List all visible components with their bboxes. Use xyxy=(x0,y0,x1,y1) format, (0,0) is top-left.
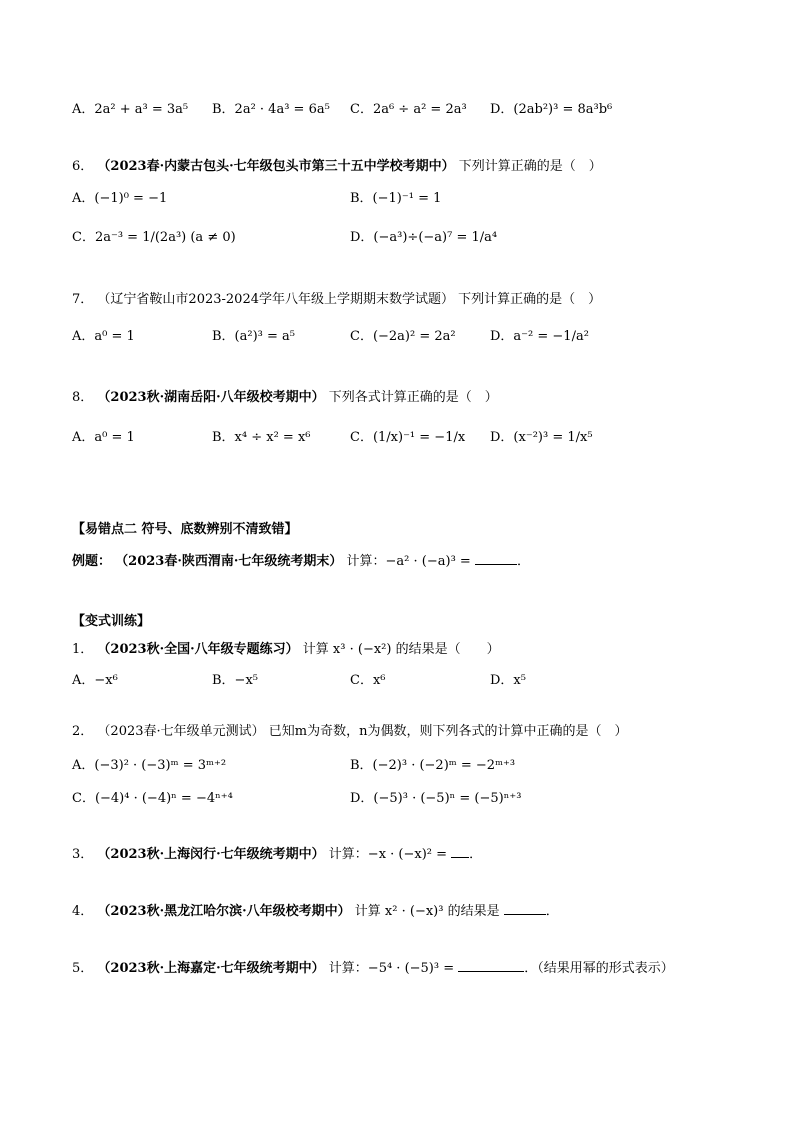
q8-option-c: C．(1/x)⁻¹ = −1/x xyxy=(350,430,466,445)
question-stem: 已知m为奇数，n为偶数，则下列各式的计算中正确的是（ ） xyxy=(268,724,628,739)
question-end: ． xyxy=(469,847,483,862)
question-8 xyxy=(72,388,498,408)
t2-option-b: B．(−2)³ · (−2)ᵐ = −2ᵐ⁺³ xyxy=(350,758,516,773)
q7-option-a: A．a⁰ = 1 xyxy=(72,329,135,344)
question-number: 4． xyxy=(72,904,94,919)
question-number: 5． xyxy=(72,961,94,976)
q6-option-d: D．(−a³)÷(−a)⁷ = 1/a⁴ xyxy=(350,230,498,245)
q7-option-c: C．(−2a)² = 2a² xyxy=(350,329,456,344)
example-source: （2023春·陕西渭南·七年级统考期末） xyxy=(115,554,343,569)
q7-option-b: B．(a²)³ = a⁵ xyxy=(212,329,295,344)
t2-option-a: A．(−3)² · (−3)ᵐ = 3ᵐ⁺² xyxy=(72,758,227,773)
q8-option-a: A．a⁰ = 1 xyxy=(72,430,135,445)
example-label: 例题： xyxy=(72,554,112,569)
q6-option-a: A．(−1)⁰ = −1 xyxy=(72,191,168,206)
q6-option-b: B．(−1)⁻¹ = 1 xyxy=(350,191,442,206)
training-question-2 xyxy=(72,722,627,742)
answer-blank[interactable] xyxy=(475,552,517,565)
question-number: 8． xyxy=(72,390,94,405)
t1-option-d: D．x⁵ xyxy=(490,673,526,688)
question-7 xyxy=(72,290,601,310)
question-stem: 下列各式计算正确的是（ ） xyxy=(328,390,498,405)
answer-blank[interactable] xyxy=(451,845,469,858)
q8-option-d: D．(x⁻²)³ = 1/x⁵ xyxy=(490,430,593,445)
q8-option-b: B．x⁴ ÷ x² = x⁶ xyxy=(212,430,311,445)
question-number: 3． xyxy=(72,847,94,862)
t1-option-c: C．x⁶ xyxy=(350,673,386,688)
question-end: ． xyxy=(545,904,559,919)
example-end: ． xyxy=(516,554,530,569)
training-question-3 xyxy=(72,845,482,865)
question-stem: 计算：−5⁴ · (−5)³ = xyxy=(328,961,455,976)
q7-option-d: D．a⁻² = −1/a² xyxy=(490,329,589,344)
t1-option-a: A．−x⁶ xyxy=(72,673,118,688)
question-number: 2． xyxy=(72,724,94,739)
t2-option-c: C．(−4)⁴ · (−4)ⁿ = −4ⁿ⁺⁴ xyxy=(72,791,233,806)
question-stem: 下列计算正确的是（ ） xyxy=(458,292,602,307)
question-source: （2023秋·全国·八年级专题练习） xyxy=(97,642,299,657)
question-number: 7． xyxy=(72,292,94,307)
question-stem: 计算 x² · (−x)³ 的结果是 xyxy=(354,904,500,919)
q5-option-b: B．2a² · 4a³ = 6a⁵ xyxy=(212,102,330,117)
question-6 xyxy=(72,157,602,177)
training-question-5 xyxy=(72,959,674,979)
example-text: 计算：−a² · (−a)³ = xyxy=(346,554,471,569)
question-number: 1． xyxy=(72,642,94,657)
example-problem xyxy=(72,552,530,572)
t1-option-b: B．−x⁵ xyxy=(212,673,258,688)
question-source: （2023秋·上海嘉定·七年级统考期中） xyxy=(97,961,325,976)
question-stem: 下列计算正确的是（ ） xyxy=(458,159,602,174)
question-end: ．（结果用幂的形式表示） xyxy=(524,961,674,976)
training-question-1 xyxy=(72,640,500,660)
t2-option-d: D．(−5)³ · (−5)ⁿ = (−5)ⁿ⁺³ xyxy=(350,791,522,806)
question-stem: 计算 x³ · (−x²) 的结果是（ ） xyxy=(302,642,500,657)
question-source: （2023秋·上海闵行·七年级统考期中） xyxy=(97,847,325,862)
question-source: （2023春·内蒙古包头·七年级包头市第三十五中学校考期中） xyxy=(97,159,455,174)
q5-option-a: A．2a² + a³ = 3a⁵ xyxy=(72,102,189,117)
question-source: （辽宁省鞍山市2023-2024学年八年级上学期期末数学试题） xyxy=(97,292,454,307)
q5-option-d: D．(2ab²)³ = 8a³b⁶ xyxy=(490,102,613,117)
training-question-4 xyxy=(72,902,559,922)
answer-blank[interactable] xyxy=(458,959,524,972)
training-title: 【变式训练】 xyxy=(72,614,151,629)
question-number: 6． xyxy=(72,159,94,174)
question-source: （2023秋·湖南岳阳·八年级校考期中） xyxy=(97,390,325,405)
q5-option-c: C．2a⁶ ÷ a² = 2a³ xyxy=(350,102,467,117)
answer-blank[interactable] xyxy=(504,902,546,915)
question-source: （2023秋·黑龙江哈尔滨·八年级校考期中） xyxy=(97,904,351,919)
q6-option-c: C．2a⁻³ = 1/(2a³) (a ≠ 0) xyxy=(72,230,236,245)
question-source: （2023春·七年级单元测试） xyxy=(97,724,265,739)
section-title: 【易错点二 符号、底数辨别不清致错】 xyxy=(72,522,298,537)
question-stem: 计算：−x · (−x)² = xyxy=(328,847,448,862)
